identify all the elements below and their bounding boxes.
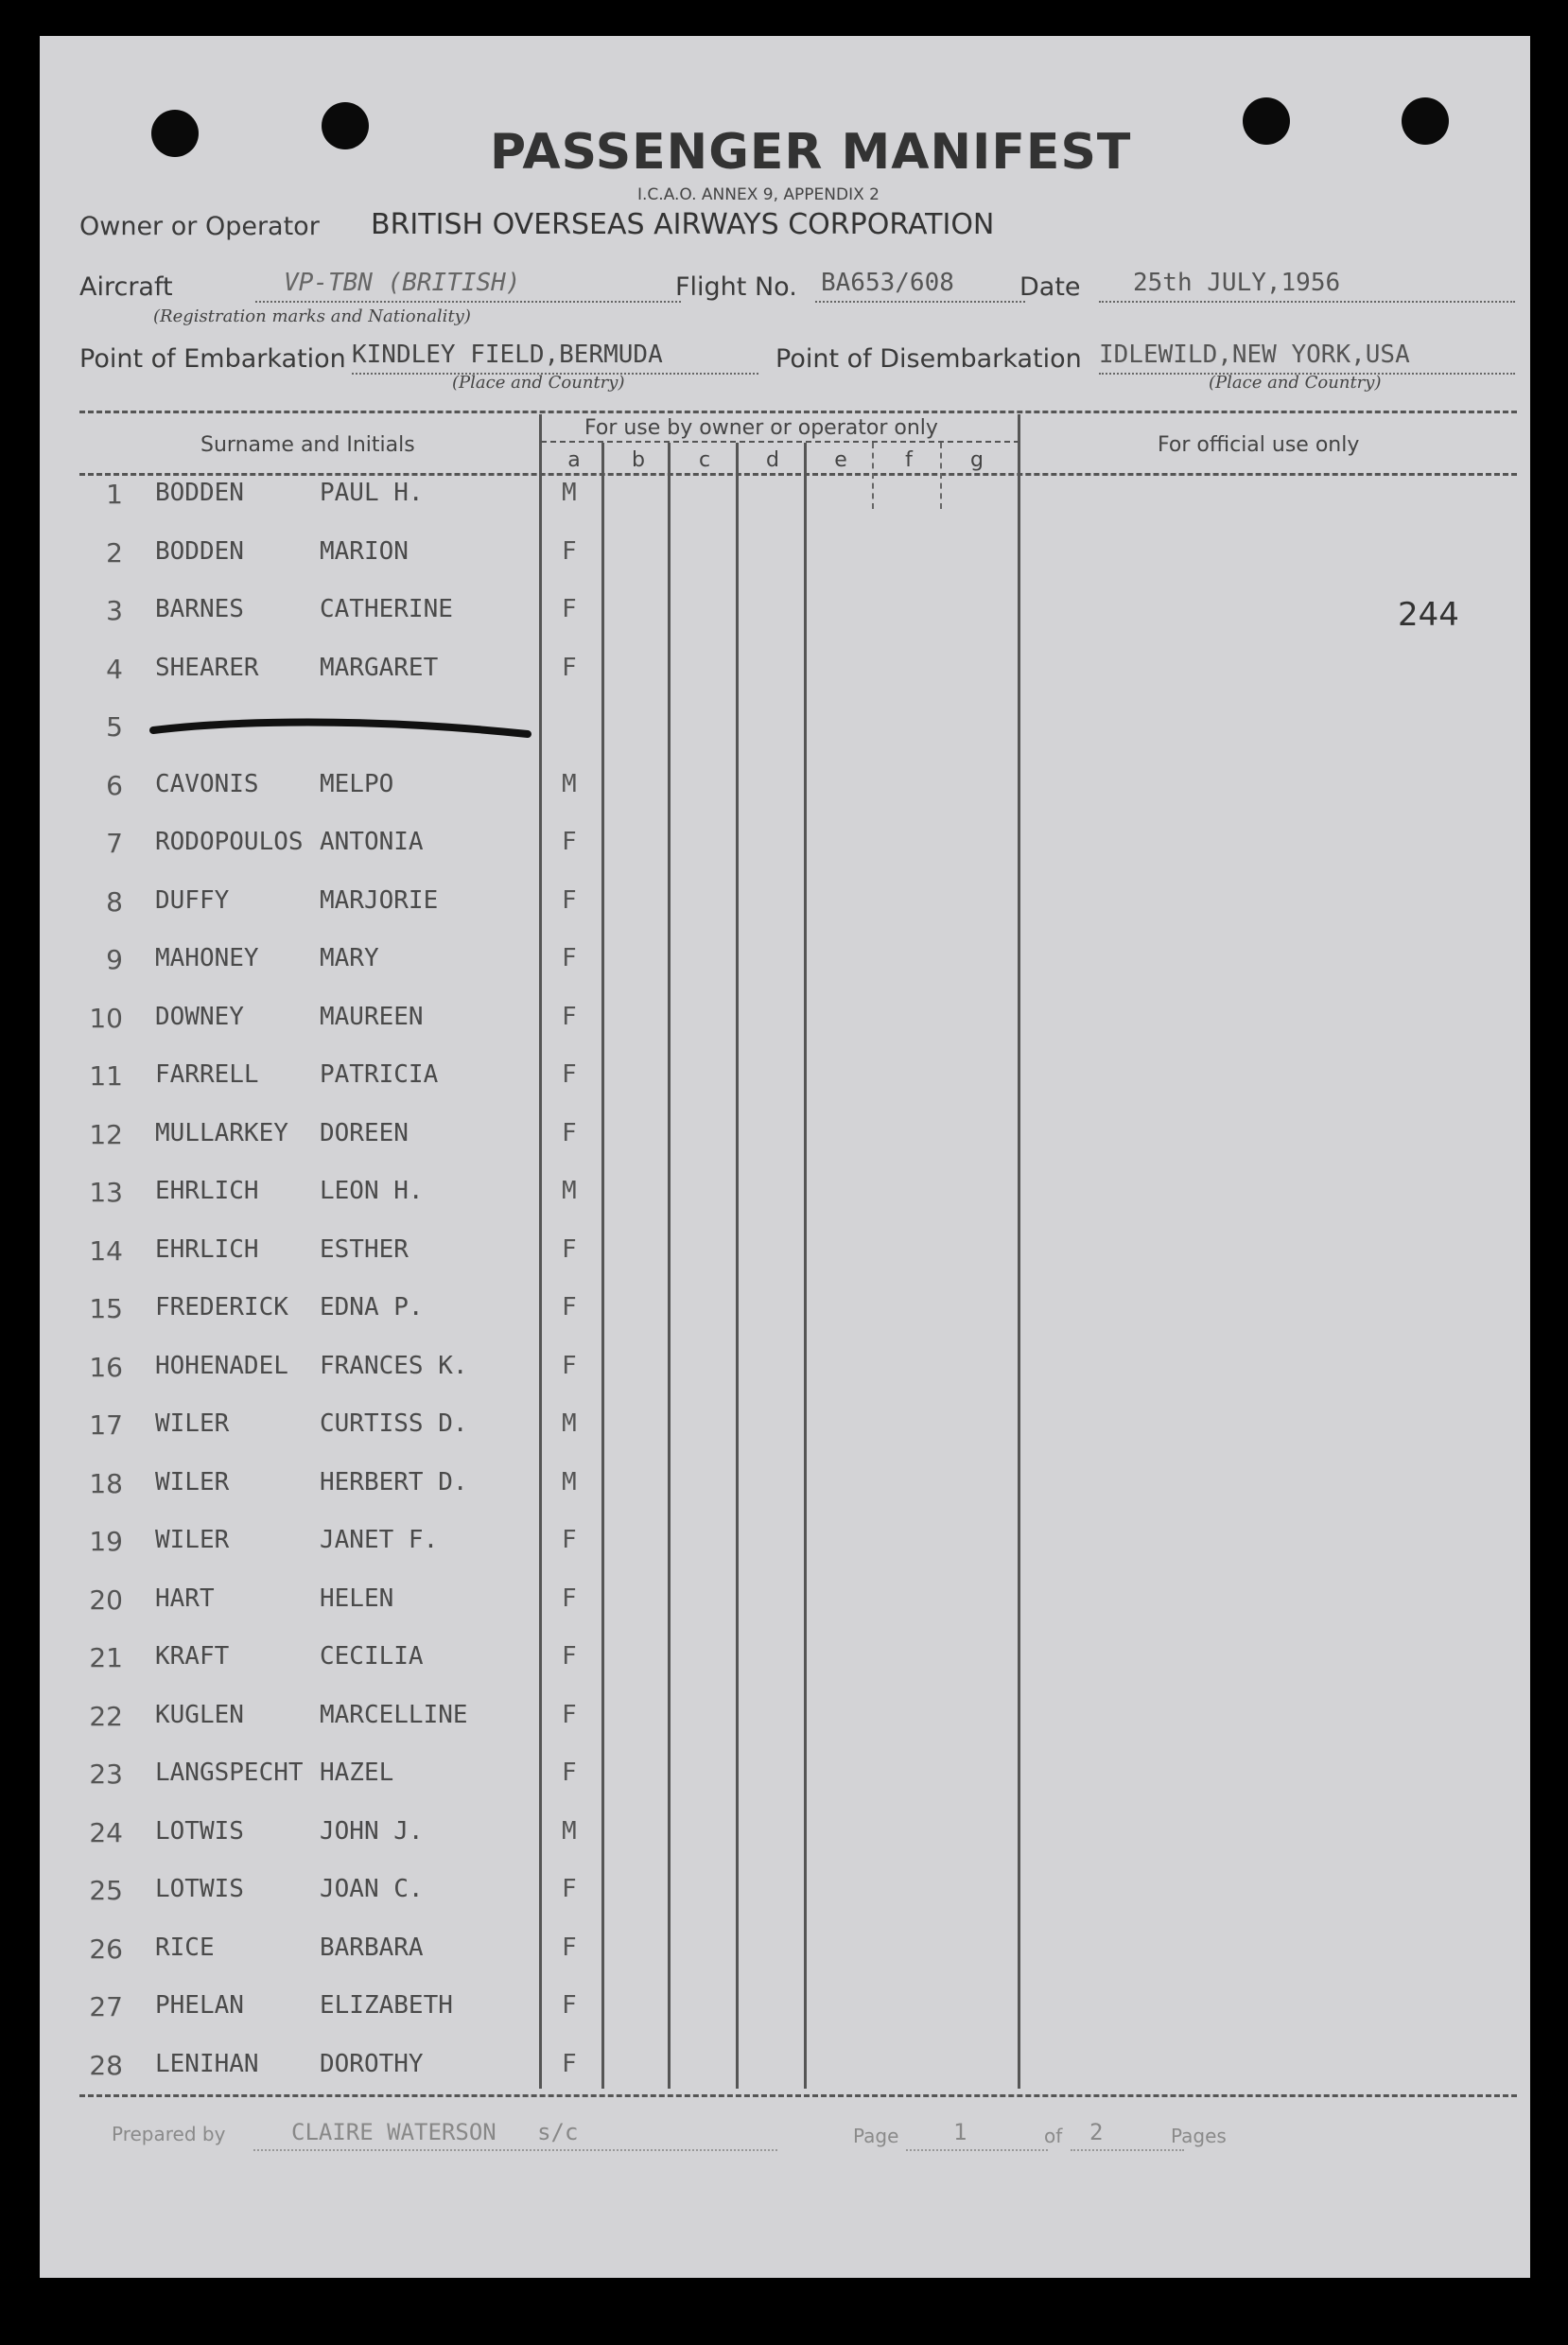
passenger-sex: F — [562, 1991, 577, 2020]
passenger-given-name: MARGARET — [320, 654, 439, 682]
passenger-surname: LOTWIS — [155, 1817, 244, 1846]
row-number: 17 — [89, 1409, 123, 1441]
passenger-sex: M — [562, 1468, 577, 1496]
row-number: 1 — [106, 479, 123, 510]
official-header: For official use only — [1158, 433, 1360, 457]
passenger-surname: WILER — [155, 1526, 230, 1554]
row-number: 10 — [89, 1003, 123, 1034]
flight-value: BA653/608 — [821, 269, 954, 297]
passenger-surname: MULLARKEY — [155, 1119, 288, 1147]
prepared-label: Prepared by — [112, 2123, 226, 2145]
column-letter-g: g — [970, 448, 984, 472]
column-divider — [601, 443, 604, 2089]
passenger-sex: M — [562, 1177, 577, 1205]
row-number: 12 — [89, 1119, 123, 1150]
passenger-surname: WILER — [155, 1468, 230, 1496]
row-number: 15 — [89, 1293, 123, 1324]
passenger-surname: HART — [155, 1584, 215, 1613]
passenger-sex: F — [562, 1003, 577, 1031]
table-bottom-rule — [79, 2094, 1517, 2097]
manifest-page — [40, 36, 1530, 2278]
passenger-surname: HOHENADEL — [155, 1352, 288, 1380]
row-number: 20 — [89, 1584, 123, 1616]
passenger-sex: F — [562, 1584, 577, 1613]
row-number: 14 — [89, 1235, 123, 1267]
aircraft-label: Aircraft — [79, 272, 173, 302]
passenger-given-name: MARY — [320, 944, 379, 972]
passenger-sex: F — [562, 1526, 577, 1554]
surname-header: Surname and Initials — [200, 433, 415, 457]
disembark-field — [1099, 341, 1515, 375]
passenger-sex: F — [562, 828, 577, 856]
row-number: 5 — [106, 711, 123, 743]
passenger-given-name: CURTISS D. — [320, 1409, 468, 1438]
column-letter-a: a — [567, 448, 581, 472]
passenger-surname: LENIHAN — [155, 2050, 259, 2078]
owner-label: Owner or Operator — [79, 212, 320, 241]
passenger-surname: FREDERICK — [155, 1293, 288, 1321]
passenger-sex: F — [562, 1701, 577, 1729]
passenger-sex: M — [562, 1409, 577, 1438]
passenger-sex: F — [562, 595, 577, 623]
passenger-given-name: DOREEN — [320, 1119, 409, 1147]
passenger-sex: F — [562, 1875, 577, 1903]
passenger-sex: F — [562, 1293, 577, 1321]
punch-hole — [151, 110, 199, 157]
row-number: 9 — [106, 944, 123, 975]
passenger-given-name: FRANCES K. — [320, 1352, 468, 1380]
column-divider — [668, 443, 671, 2089]
passenger-sex: F — [562, 1060, 577, 1089]
passenger-surname: BODDEN — [155, 479, 244, 507]
column-divider — [872, 443, 874, 509]
passenger-surname: CAVONIS — [155, 770, 259, 798]
stamp-number: 244 — [1398, 596, 1459, 634]
row-5-strikethrough — [146, 708, 543, 745]
passenger-sex: M — [562, 1817, 577, 1846]
punch-hole — [322, 102, 369, 149]
passenger-surname: LANGSPECHT — [155, 1759, 304, 1787]
row-number: 3 — [106, 595, 123, 626]
passenger-given-name: ESTHER — [320, 1235, 409, 1264]
passenger-given-name: CATHERINE — [320, 595, 453, 623]
of-field — [1071, 2119, 1184, 2151]
row-number: 28 — [89, 2050, 123, 2081]
header-bottom-rule — [79, 473, 1517, 476]
operator-header: For use by owner or operator only — [584, 416, 938, 440]
passenger-given-name: BARBARA — [320, 1934, 424, 1962]
punch-hole — [1243, 97, 1290, 145]
row-number: 16 — [89, 1352, 123, 1383]
passenger-surname: KUGLEN — [155, 1701, 244, 1729]
passenger-sex: F — [562, 944, 577, 972]
row-number: 18 — [89, 1468, 123, 1499]
passenger-given-name: JOHN J. — [320, 1817, 424, 1846]
column-letter-c: c — [698, 448, 711, 472]
disembark-note: (Place and Country) — [1209, 373, 1382, 393]
row-number: 8 — [106, 886, 123, 918]
passenger-sex: M — [562, 770, 577, 798]
passenger-given-name: LEON H. — [320, 1177, 424, 1205]
embark-note: (Place and Country) — [452, 373, 625, 393]
disembark-label: Point of Disembarkation — [775, 344, 1082, 374]
passenger-surname: DUFFY — [155, 886, 230, 915]
passenger-given-name: PATRICIA — [320, 1060, 439, 1089]
flight-label: Flight No. — [675, 272, 797, 302]
row-number: 6 — [106, 770, 123, 801]
of-label: of — [1044, 2125, 1063, 2147]
passenger-sex: F — [562, 1119, 577, 1147]
passenger-sex: F — [562, 1759, 577, 1787]
row-number: 21 — [89, 1642, 123, 1673]
page-field — [906, 2119, 1048, 2151]
pages-label: Pages — [1171, 2125, 1227, 2147]
prepared-value: CLAIRE WATERSON s/c — [291, 2119, 579, 2145]
page-subtitle: I.C.A.O. ANNEX 9, APPENDIX 2 — [637, 185, 880, 204]
column-divider — [940, 443, 942, 509]
of-value: 2 — [1089, 2119, 1104, 2145]
embark-field — [352, 341, 758, 375]
passenger-given-name: MARION — [320, 537, 409, 566]
passenger-given-name: ELIZABETH — [320, 1991, 453, 2020]
passenger-given-name: CECILIA — [320, 1642, 424, 1671]
row-number: 2 — [106, 537, 123, 569]
passenger-sex: F — [562, 886, 577, 915]
passenger-given-name: HELEN — [320, 1584, 394, 1613]
row-number: 11 — [89, 1060, 123, 1092]
passenger-given-name: JANET F. — [320, 1526, 439, 1554]
aircraft-field — [255, 269, 681, 303]
passenger-surname: WILER — [155, 1409, 230, 1438]
passenger-surname: DOWNEY — [155, 1003, 244, 1031]
passenger-surname: LOTWIS — [155, 1875, 244, 1903]
row-number: 25 — [89, 1875, 123, 1906]
column-letter-d: d — [766, 448, 779, 472]
column-divider — [1018, 414, 1020, 2089]
table-top-rule — [79, 411, 1517, 413]
row-number: 23 — [89, 1759, 123, 1790]
column-letter-f: f — [905, 448, 913, 472]
page-value: 1 — [953, 2119, 967, 2145]
passenger-surname: SHEARER — [155, 654, 259, 682]
embark-value: KINDLEY FIELD,BERMUDA — [352, 341, 663, 369]
passenger-given-name: EDNA P. — [320, 1293, 424, 1321]
row-number: 22 — [89, 1701, 123, 1732]
passenger-surname: EHRLICH — [155, 1235, 259, 1264]
operator-sub-rule — [541, 441, 1019, 443]
passenger-given-name: DOROTHY — [320, 2050, 424, 2078]
row-number: 26 — [89, 1934, 123, 1965]
page-label: Page — [853, 2125, 899, 2147]
row-number: 27 — [89, 1991, 123, 2022]
row-number: 24 — [89, 1817, 123, 1848]
date-label: Date — [1019, 272, 1081, 302]
column-divider — [804, 443, 807, 2089]
owner-value: BRITISH OVERSEAS AIRWAYS CORPORATION — [371, 208, 995, 241]
passenger-surname: PHELAN — [155, 1991, 244, 2020]
row-number: 7 — [106, 828, 123, 859]
prepared-field — [253, 2119, 777, 2151]
row-number: 13 — [89, 1177, 123, 1208]
disembark-value: IDLEWILD,NEW YORK,USA — [1099, 341, 1410, 369]
passenger-given-name: HAZEL — [320, 1759, 394, 1787]
passenger-surname: BODDEN — [155, 537, 244, 566]
column-letter-b: b — [632, 448, 645, 472]
passenger-sex: F — [562, 2050, 577, 2078]
passenger-sex: F — [562, 1934, 577, 1962]
embark-label: Point of Embarkation — [79, 344, 346, 374]
passenger-sex: F — [562, 1352, 577, 1380]
passenger-sex: F — [562, 654, 577, 682]
passenger-surname: FARRELL — [155, 1060, 259, 1089]
passenger-given-name: JOAN C. — [320, 1875, 424, 1903]
passenger-given-name: MARCELLINE — [320, 1701, 468, 1729]
punch-hole — [1402, 97, 1449, 145]
passenger-sex: F — [562, 537, 577, 566]
column-divider — [736, 443, 739, 2089]
passenger-given-name: ANTONIA — [320, 828, 424, 856]
passenger-given-name: HERBERT D. — [320, 1468, 468, 1496]
passenger-given-name: MARJORIE — [320, 886, 439, 915]
row-number: 4 — [106, 654, 123, 685]
page-title: PASSENGER MANIFEST — [490, 124, 1132, 181]
passenger-surname: RICE — [155, 1934, 215, 1962]
aircraft-note: (Registration marks and Nationality) — [153, 306, 471, 326]
column-letter-e: e — [834, 448, 847, 472]
flight-field — [815, 269, 1025, 303]
passenger-sex: F — [562, 1235, 577, 1264]
row-number: 19 — [89, 1526, 123, 1557]
aircraft-value: VP-TBN (BRITISH) — [284, 269, 521, 297]
passenger-surname: KRAFT — [155, 1642, 230, 1671]
passenger-sex: F — [562, 1642, 577, 1671]
passenger-given-name: MAUREEN — [320, 1003, 424, 1031]
column-divider — [539, 414, 542, 2089]
passenger-surname: RODOPOULOS — [155, 828, 304, 856]
passenger-surname: EHRLICH — [155, 1177, 259, 1205]
passenger-surname: BARNES — [155, 595, 244, 623]
date-value: 25th JULY,1956 — [1133, 269, 1341, 297]
date-field — [1099, 269, 1515, 303]
passenger-given-name: PAUL H. — [320, 479, 424, 507]
passenger-given-name: MELPO — [320, 770, 394, 798]
passenger-sex: M — [562, 479, 577, 507]
passenger-surname: MAHONEY — [155, 944, 259, 972]
